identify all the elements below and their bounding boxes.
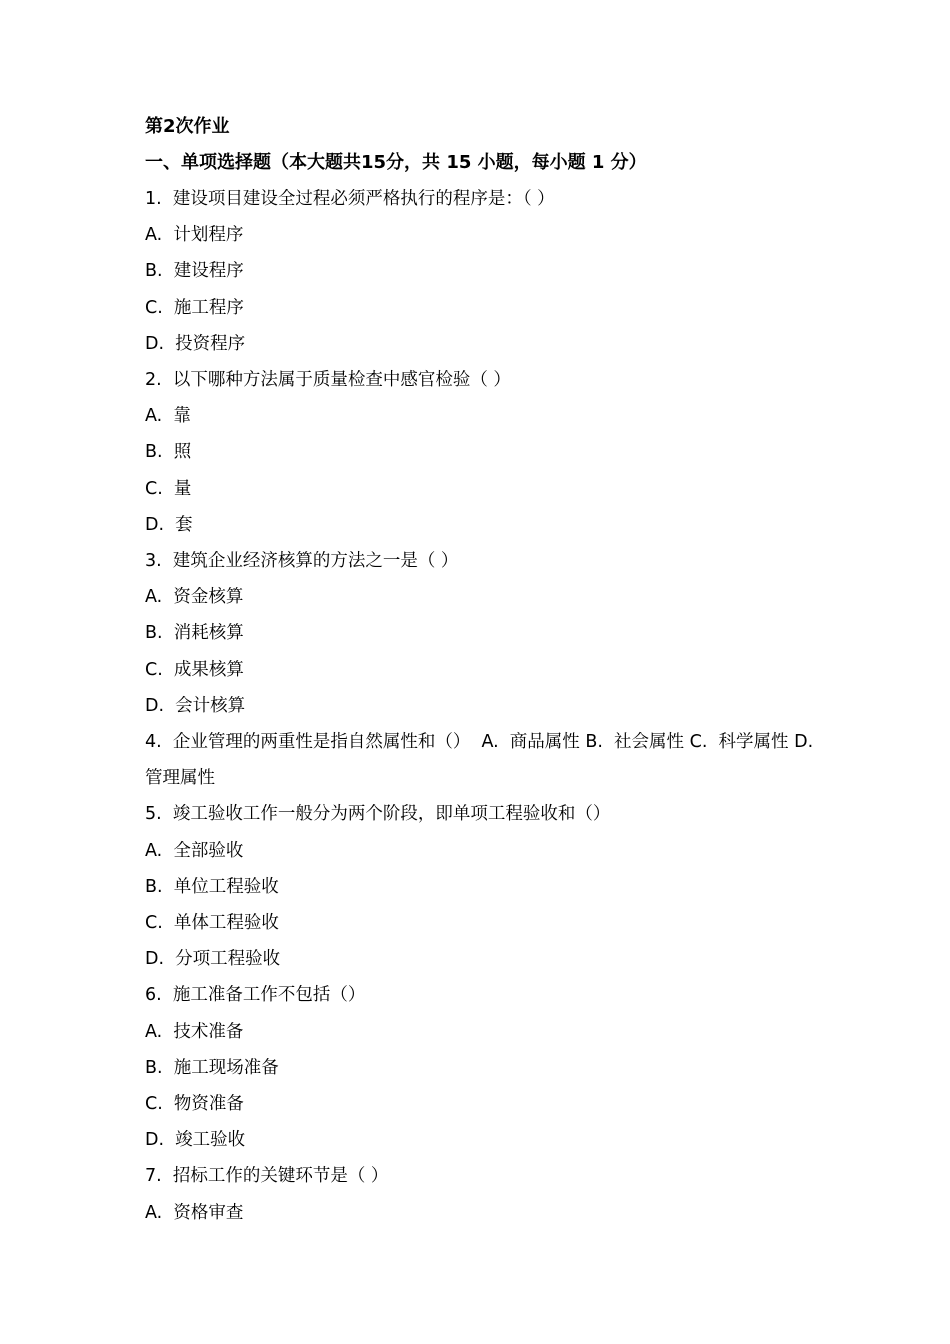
option-text: B. 施工现场准备: [145, 1057, 279, 1078]
option-text: A. 资格审查: [145, 1202, 244, 1223]
document-content: [145, 109, 825, 1231]
option-text: D. 投资程序: [145, 333, 246, 354]
question-text: 4. 企业管理的两重性是指自然属性和（） A. 商品属性 B. 社会属性 C. 科学属性 D. 管理属性: [145, 732, 825, 789]
question-text: 1. 建设项目建设全过程必须严格执行的程序是：（ ）: [145, 189, 555, 209]
option-text: B. 单位工程验收: [145, 876, 279, 897]
option-text: B. 消耗核算: [145, 623, 244, 644]
question-text: 5. 竣工验收工作一般分为两个阶段，即单项工程验收和（）: [145, 804, 611, 825]
option-text: A. 靠: [145, 406, 191, 427]
option-text: B. 照: [145, 442, 192, 463]
question-text: 7. 招标工作的关键环节是（ ）: [145, 1166, 389, 1187]
question-list: [145, 181, 825, 1231]
option-text: D. 分项工程验收: [145, 949, 281, 970]
option-text: D. 套: [145, 514, 193, 535]
option-text: C. 量: [145, 478, 192, 499]
option-text: C. 物资准备: [145, 1094, 244, 1115]
question-text: 6. 施工准备工作不包括（）: [145, 985, 366, 1006]
section-heading: 一、单项选择题（本大题共15分，共 15 小题，每小题 1 分）: [145, 152, 647, 173]
option-text: D. 竣工验收: [145, 1130, 246, 1151]
question-text: 2. 以下哪种方法属于质量检查中感官检验（ ）: [145, 370, 511, 391]
option-text: C. 成果核算: [145, 659, 244, 680]
question-text: 3. 建筑企业经济核算的方法之一是（ ）: [145, 551, 459, 572]
option-text: C. 单体工程验收: [145, 913, 279, 934]
option-text: A. 全部验收: [145, 840, 244, 861]
option-text: B. 建设程序: [145, 261, 244, 282]
option-text: A. 技术准备: [145, 1021, 244, 1042]
option-text: A. 计划程序: [145, 225, 244, 246]
option-text: C. 施工程序: [145, 297, 244, 318]
option-text: D. 会计核算: [145, 695, 246, 716]
document-title: 第2次作业: [145, 116, 230, 137]
option-text: A. 资金核算: [145, 587, 244, 608]
